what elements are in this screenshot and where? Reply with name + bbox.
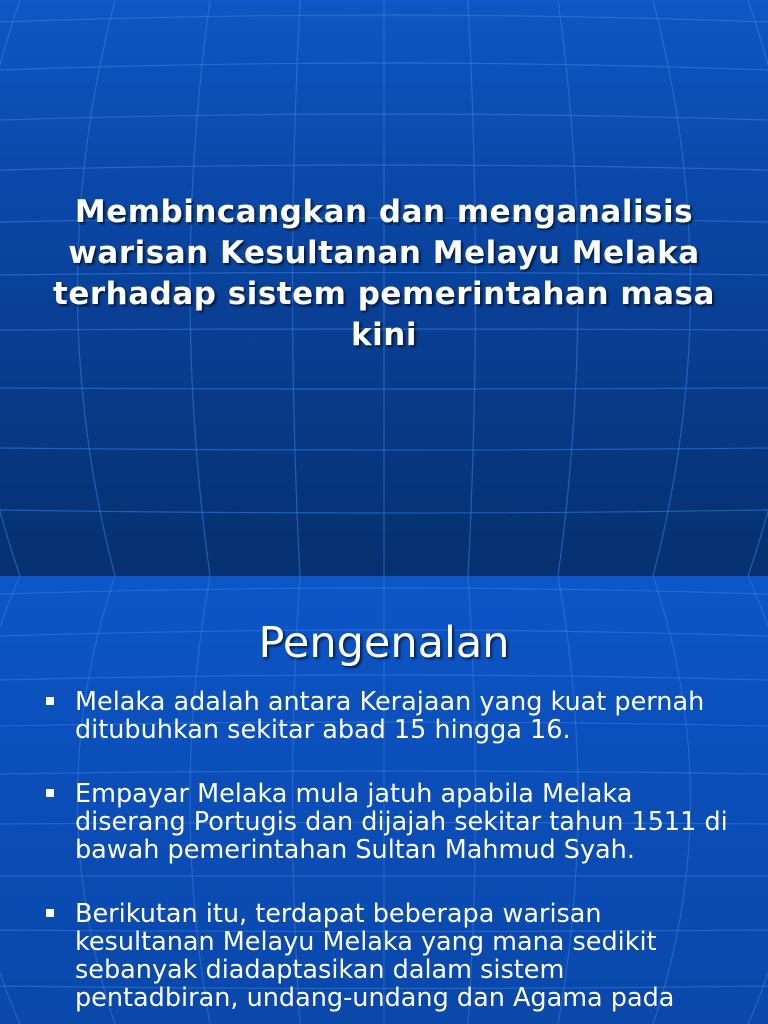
bullet-text: Empayar Melaka mula jatuh apabila Melaka diserang Portugis dan dijajah sekitar tahun 1511 di bawah pemerintahan Sultan Mahmud Syah. [75, 779, 728, 865]
bullet-list [0, 688, 768, 1024]
square-bullet-icon [46, 697, 54, 705]
slide-title: Membincangkan dan menganalisis warisan Kesultanan Melayu Melaka terhadap sistem pemerintahan masa kini [53, 194, 715, 353]
content-slide [0, 576, 768, 1024]
square-bullet-icon [46, 909, 54, 917]
bullet-item [0, 688, 768, 744]
square-bullet-icon [46, 789, 54, 797]
bullet-item [0, 780, 768, 864]
bullet-text: Melaka adalah antara Kerajaan yang kuat pernah ditubuhkan sekitar abad 15 hingga 16. [75, 687, 705, 745]
slide-title: Pengenalan [258, 618, 510, 668]
bullet-item [0, 900, 768, 1012]
bullet-text: Berikutan itu, terdapat beberapa warisan kesultanan Melayu Melaka yang mana sedikit sebanyak diadaptasikan dalam sistem pentadbiran, undang-undang dan Agama pada [75, 899, 675, 1013]
